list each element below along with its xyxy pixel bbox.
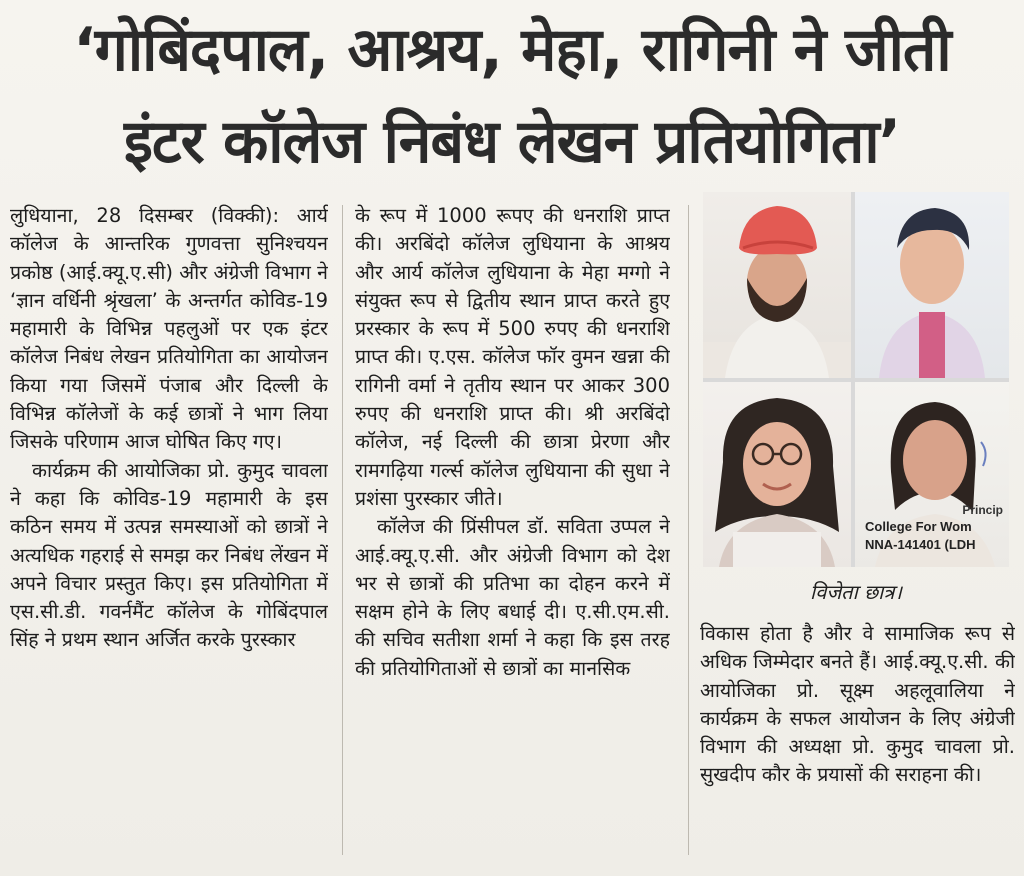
photo-stamp-line-2: College For Wom bbox=[865, 519, 972, 534]
photo-stamp-line-1: Princip bbox=[962, 503, 1003, 517]
headline bbox=[0, 4, 1024, 188]
person-glasses-icon bbox=[703, 382, 851, 567]
winner-photo-4 bbox=[855, 382, 1009, 567]
winner-photo-2 bbox=[855, 192, 1009, 378]
winner-photo-3 bbox=[703, 382, 851, 567]
column-divider bbox=[688, 205, 689, 855]
paragraph: के रूप में 1000 रूपए की धनराशि प्राप्त की। अरबिंदो कॉलेज लुधियाना के आश्रय और आर्य कॉलेज लुधियाना के मेहा मग्गो ने संयुक्त रूप से द्वितीय स्थान प्राप्त करते हुए प्ररस्कार के रूप में 500 रुपए की धनराशि प्राप्त की। ए.एस. कॉलेज फॉर वुमन खन्ना की रागिनी वर्मा ने तृतीय स्थान पर आकर 300 रुपए की धनराशि प्राप्त की। श्री अरबिंदो कॉलेज, नई दिल्ली की छात्रा प्रेरणा और रामगढ़िया गर्ल्स कॉलेज लुधियाना की सुधा ने प्रशंसा पुरस्कार जीते। bbox=[355, 204, 670, 510]
article-column-3 bbox=[700, 620, 1015, 850]
winners-photo-grid bbox=[703, 192, 1009, 567]
paragraph: विकास होता है और वे सामाजिक रूप से अधिक जिम्मेदार बनते हैं। आई.क्यू.ए.सी. की आयोजिका प्रो. सूक्ष्म अहलूवालिया ने कार्यक्रम के सफल आयोजन के लिए अंग्रेजी विभाग की अध्यक्षा प्रो. कुमुद चावला प्रो. सुखदीप कौर के प्रयासों की सराहना की। bbox=[700, 622, 1015, 787]
winner-photo-1 bbox=[703, 192, 851, 378]
headline-line-2: इंटर कॉलेज निबंध लेखन प्रतियोगिता’ bbox=[124, 107, 900, 177]
paragraph: लुधियाना, 28 दिसम्बर (विक्की): आर्य कॉलेज के आन्तरिक गुणवत्ता सुनिश्चयन प्रकोष्ठ (आई.क्यू.ए.सी) और अंग्रेजी विभाग ने ‘ज्ञान वर्धिनी श्रृंखला’ के अन्तर्गत कोविड-19 महामारी के विभिन्न पहलुओं पर एक इंटर कॉलेज निबंध लेखन प्रतियोगिता का आयोजन किया गया जिसमें पंजाब और दिल्ली के विभिन्न कॉलेजों के कई छात्रों ने भाग लिया जिसके परिणाम आज घोषित किए गए। bbox=[10, 204, 328, 454]
person-turban-icon bbox=[703, 192, 851, 378]
person-icon bbox=[855, 192, 1009, 378]
article-column-2 bbox=[355, 202, 670, 842]
column-divider bbox=[342, 205, 343, 855]
photo-caption: विजेता छात्र। bbox=[810, 580, 902, 604]
headline-line-1: ‘गोबिंदपाल, आश्रय, मेहा, रागिनी ने जीती bbox=[73, 15, 951, 85]
photo-stamp-line-3: NNA-141401 (LDH bbox=[865, 537, 976, 552]
paragraph: कॉलेज की प्रिंसीपल डॉ. सविता उप्पल ने आई.क्यू.ए.सी. और अंग्रेजी विभाग को देश भर से छात्रों की प्रतिभा का दोहन करने में सक्षम होने के लिए बधाई दी। ए.सी.एम.सी. की सचिव सतीशा शर्मा ने कहा कि इस तरह की प्रतियोगिताओं से छात्रों का मानसिक bbox=[355, 515, 670, 680]
article-column-1 bbox=[10, 202, 328, 862]
paragraph: कार्यक्रम की आयोजिका प्रो. कुमुद चावला ने कहा कि कोविड-19 महामारी के इस कठिन समय में उत्पन्न समस्याओं को छात्रों ने अत्यधिक गहराई से समझ कर निबंध लेंखन में अपने विचार प्रस्तुत किए। इस प्रतियोगिता में एस.सी.डी. गवर्नमैंट कॉलेज के गोबिंदपाल सिंह ने प्रथम स्थान अर्जित करके पुरस्कार bbox=[10, 458, 328, 652]
